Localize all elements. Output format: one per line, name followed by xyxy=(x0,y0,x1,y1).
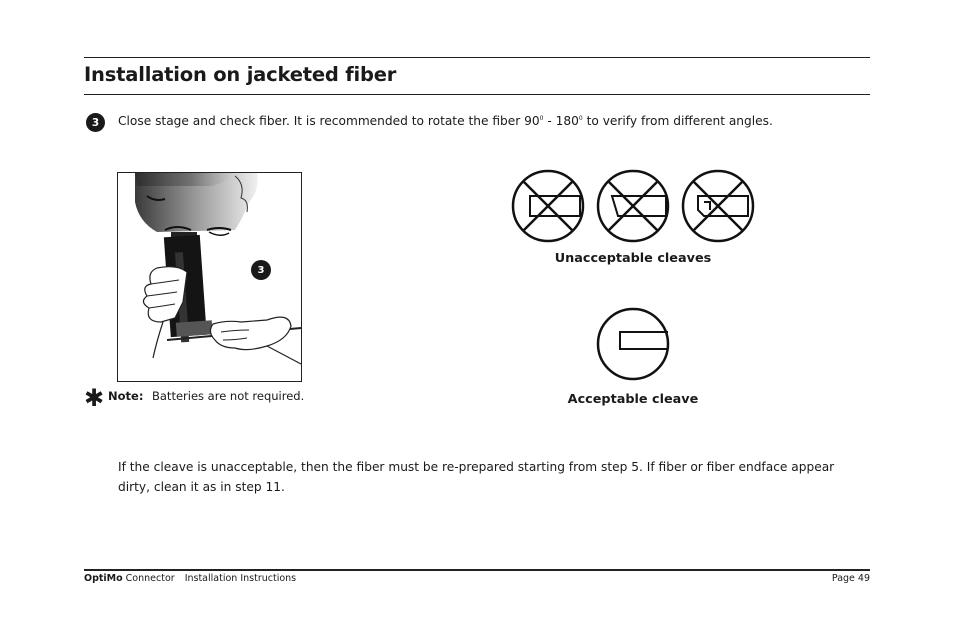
footer-rule xyxy=(84,569,870,571)
note-text: Batteries are not required. xyxy=(152,389,305,403)
step-text-part3: to verify from different angles. xyxy=(582,114,773,128)
footer-brand: OptiMo xyxy=(84,573,123,584)
note-label: Note: xyxy=(108,389,144,403)
instruction-paragraph: If the cleave is unacceptable, then the fiber must be re-prepared starting from step 5. If fiber or fiber endface appear dirty, clean it as in step 11. xyxy=(118,460,835,494)
note-asterisk-icon: ✱ xyxy=(84,384,105,412)
degree-sup-2: 0 xyxy=(578,115,583,122)
unacceptable-cleave-icons xyxy=(508,168,758,244)
title-underline xyxy=(84,94,870,95)
bad-cleave-1-icon xyxy=(513,171,583,241)
acceptable-cleave-diagram xyxy=(596,307,672,383)
unacceptable-cleaves-diagram xyxy=(508,168,758,244)
degree-sup-1: 0 xyxy=(539,115,544,122)
bad-cleave-2-icon xyxy=(598,171,668,241)
step-text-part1: Close stage and check fiber. It is recommended to rotate the fiber 90 xyxy=(118,114,540,128)
person-inspecting-fiber-illustration xyxy=(117,172,302,382)
step-text-part2: - 180 xyxy=(543,114,579,128)
good-cleave-icon xyxy=(596,307,672,383)
step-instruction xyxy=(118,114,773,128)
acceptable-cleave-label: Acceptable cleave xyxy=(567,392,699,407)
footer-page-number: Page 49 xyxy=(831,573,870,584)
step-number-badge: 3 xyxy=(86,113,105,132)
unacceptable-cleaves-label: Unacceptable cleaves xyxy=(554,251,712,266)
footer-doc-title: Installation Instructions xyxy=(184,573,297,584)
illustration-step-badge: 3 xyxy=(251,260,271,280)
top-rule xyxy=(84,57,870,58)
footer-brand-suffix: Connector xyxy=(122,573,175,584)
page-title: Installation on jacketed fiber xyxy=(84,63,397,86)
inspection-illustration xyxy=(117,172,302,382)
bad-cleave-3-icon xyxy=(683,171,753,241)
footer-left xyxy=(84,573,296,584)
